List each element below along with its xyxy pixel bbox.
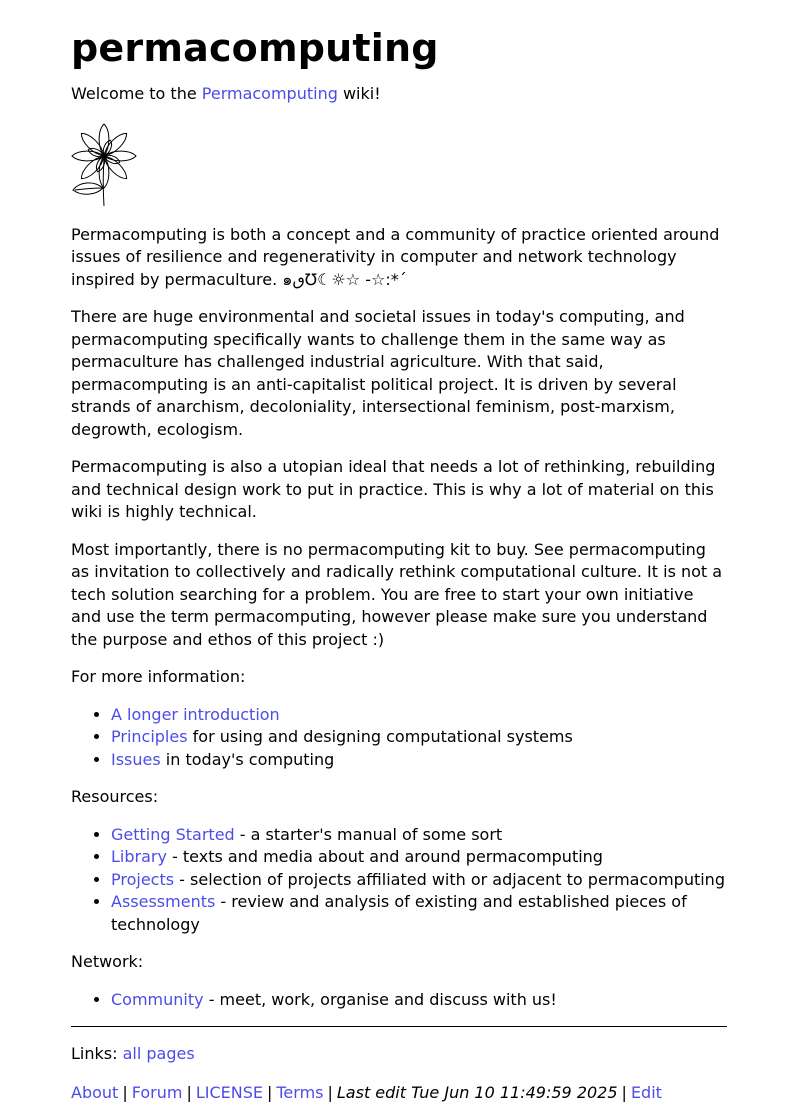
last-edit-timestamp: Last edit Tue Jun 10 11:49:59 2025 xyxy=(336,1082,618,1102)
resources-heading: Resources: xyxy=(71,787,159,806)
footer-separator: | xyxy=(186,1082,192,1102)
list-item-text: - review and analysis of existing and established pieces of technology xyxy=(111,892,687,934)
library-link[interactable]: Library xyxy=(111,847,167,866)
network-heading: Network: xyxy=(71,952,144,971)
all-pages-link[interactable]: all pages xyxy=(122,1044,195,1063)
list-item-text: - texts and media about and around permacomputing xyxy=(166,847,603,866)
intro-paragraph-3: Permacomputing is also a utopian ideal that needs a lot of rethinking, rebuilding and technical design work to put in practice. This is why a lot of material on this wiki is highly technical. xyxy=(71,457,716,521)
list-item-text: - a starter's manual of some sort xyxy=(234,824,503,844)
flower-petals xyxy=(72,124,136,188)
list-item xyxy=(111,846,727,869)
intro-paragraph-2: There are huge environmental and societal issues in today's computing, and permacomputing specifically wants to challenge them in the same way as permaculture has challenged industrial agriculture. With that said, permacomputing is an anti-capitalist political project. It is driven by several strands of anarchism, decoloniality, intersectional feminism, post-marxism, degrowth, ecologism. xyxy=(71,307,685,439)
network-list xyxy=(71,989,727,1012)
welcome-suffix: wiki! xyxy=(337,84,381,103)
page-title: permacomputing xyxy=(71,26,439,70)
list-item xyxy=(111,869,727,892)
intro-paragraph-1: Permacomputing is both a concept and a community of practice oriented around issues of resilience and regenerativity in computer and network technology inspired by permaculture. ๑ٯ℧☾☼☆ -☆:*´ xyxy=(71,224,720,289)
flower-leaf-vein xyxy=(75,188,103,190)
principles-link[interactable]: Principles xyxy=(111,727,188,746)
flower-logo-icon xyxy=(71,122,137,206)
issues-link[interactable]: Issues xyxy=(111,749,161,769)
list-item-text: - meet, work, organise and discuss with us! xyxy=(203,989,557,1009)
list-item xyxy=(111,704,727,727)
forum-link[interactable]: Forum xyxy=(131,1082,183,1102)
projects-link[interactable]: Projects xyxy=(111,869,175,889)
list-item-text: for using and designing computational systems xyxy=(187,727,573,746)
welcome-prefix: Welcome to the xyxy=(71,84,202,103)
about-link[interactable]: About xyxy=(71,1082,119,1102)
more-info-heading: For more information: xyxy=(71,667,246,686)
list-item xyxy=(111,749,727,772)
footer-separator: | xyxy=(621,1082,627,1102)
footer-separator: | xyxy=(327,1082,333,1102)
footer-bar xyxy=(71,1082,727,1105)
permacomputing-link[interactable]: Permacomputing xyxy=(201,84,338,103)
license-link[interactable]: LICENSE xyxy=(195,1082,263,1102)
list-item xyxy=(111,726,727,749)
terms-link[interactable]: Terms xyxy=(276,1082,324,1102)
more-info-list xyxy=(71,704,727,772)
list-item xyxy=(111,989,727,1012)
list-item-text: in today's computing xyxy=(160,749,335,769)
community-link[interactable]: Community xyxy=(111,989,204,1009)
flower-stem xyxy=(103,159,104,206)
footer-separator: | xyxy=(266,1082,273,1102)
resources-list xyxy=(71,824,727,937)
intro-paragraph-4: Most importantly, there is no permacomputing kit to buy. See permacomputing as invitation to collectively and radically rethink computational culture. It is not a tech solution searching for a problem. You are free to start your own initiative and use the term permacomputing, however please make sure you understand the purpose and ethos of this project :) xyxy=(71,539,723,649)
footer-separator: | xyxy=(122,1082,128,1102)
getting-started-link[interactable]: Getting Started xyxy=(111,824,235,844)
longer-introduction-link[interactable]: A longer introduction xyxy=(111,704,280,724)
welcome-line xyxy=(71,83,727,106)
list-item xyxy=(111,891,727,936)
divider xyxy=(71,1026,727,1027)
edit-link[interactable]: Edit xyxy=(630,1082,662,1102)
assessments-link[interactable]: Assessments xyxy=(111,892,216,911)
list-item xyxy=(111,824,727,847)
page-content xyxy=(71,0,727,1104)
links-line xyxy=(71,1043,727,1066)
list-item-text: - selection of projects affiliated with or adjacent to permacomputing xyxy=(174,869,725,889)
links-label: Links: xyxy=(71,1044,123,1063)
